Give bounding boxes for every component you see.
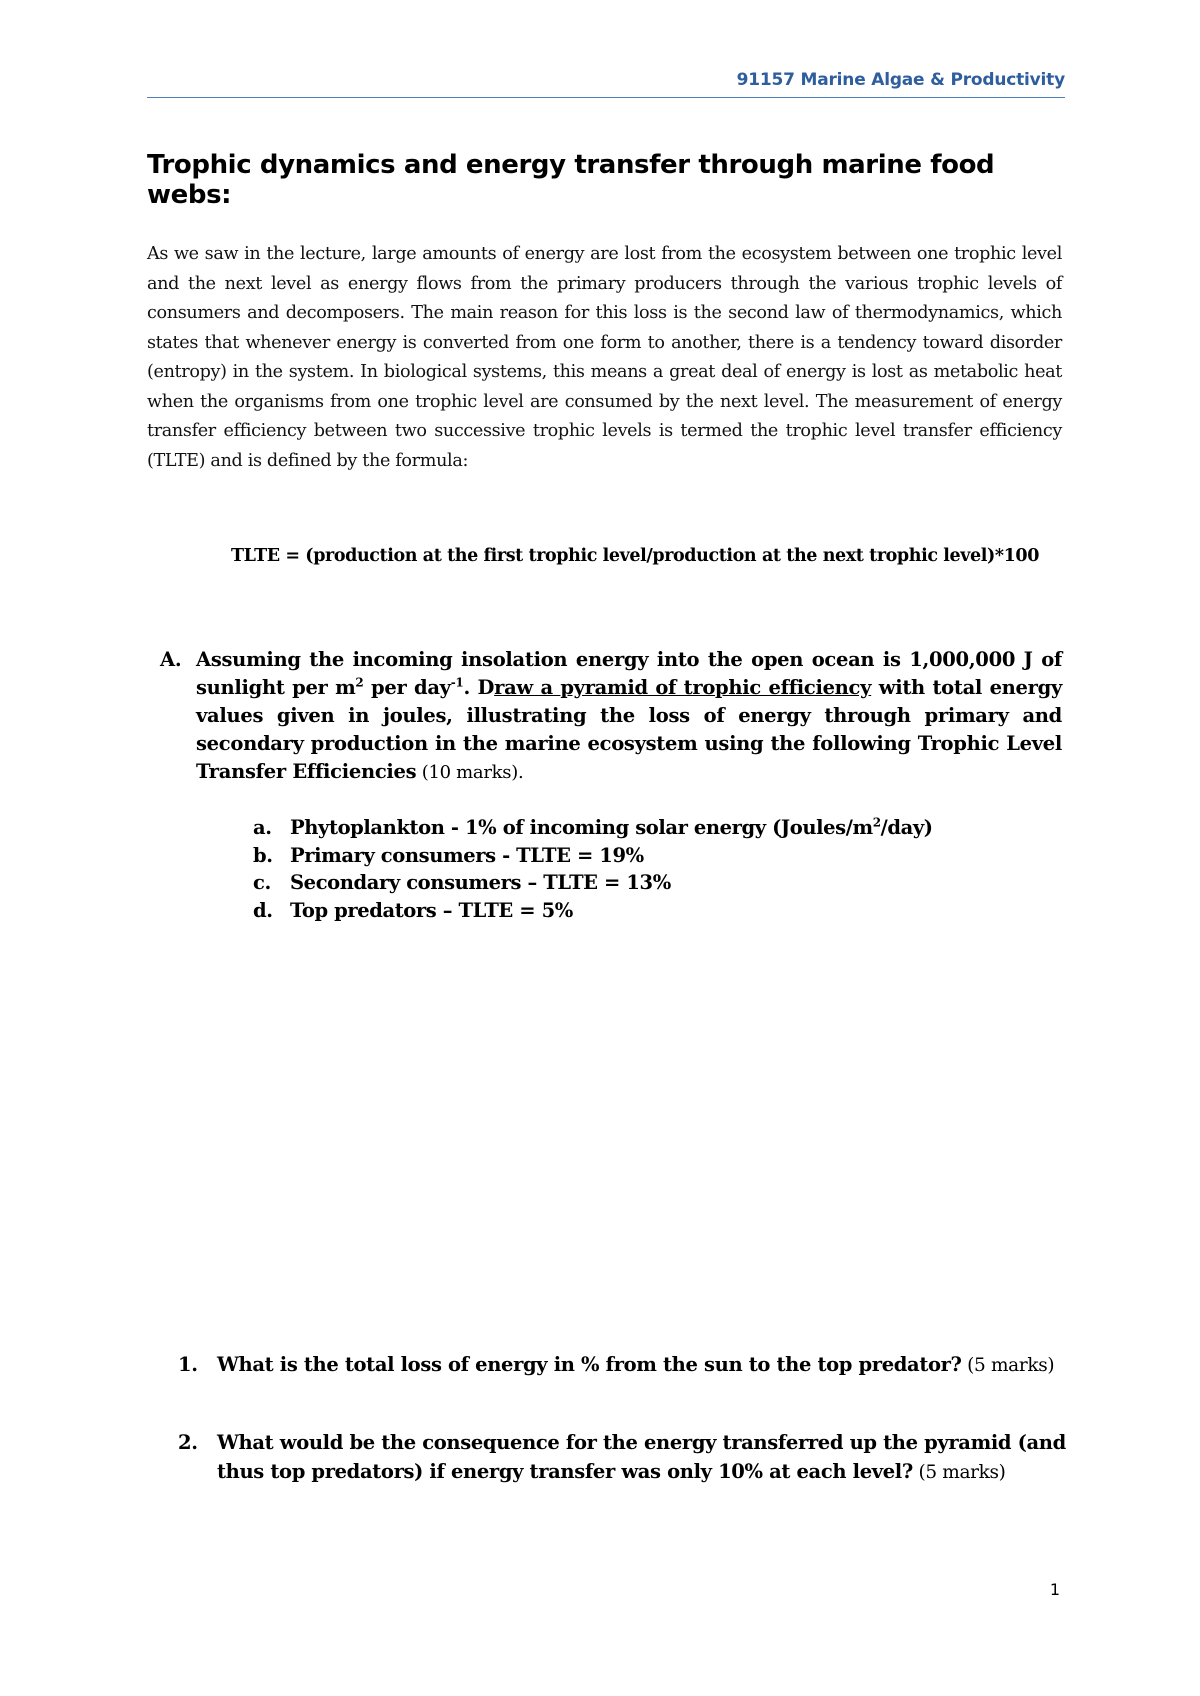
question-2-marks: (5 marks) bbox=[912, 1462, 1006, 1483]
list-marker: d. bbox=[253, 898, 273, 922]
question-1-text: What is the total loss of energy in % from the sun to the top predator? bbox=[217, 1353, 962, 1376]
question-1-marks: (5 marks) bbox=[961, 1355, 1055, 1376]
list-item bbox=[253, 814, 1053, 842]
list-marker: a. bbox=[253, 816, 272, 839]
question-a-marks: (10 marks). bbox=[416, 762, 524, 783]
list-text-post: /day) bbox=[880, 816, 933, 839]
page-header: 91157 Marine Algae & Productivity bbox=[736, 70, 1065, 90]
question-a-body bbox=[196, 646, 1062, 787]
question-a-sup-2: -1 bbox=[450, 675, 464, 690]
question-a-text-1: Assuming the incoming insolation energy into the open ocean is 1,000,000 J of sunlight per m bbox=[196, 648, 1062, 699]
intro-paragraph: As we saw in the lecture, large amounts of energy are lost from the ecosystem between one trophic level and the next level as energy flows from the primary producers through the various trophic levels of consumers and decomposers. The main reason for this loss is the second law of thermodynamics, which states that whenever energy is converted from one form to another, there is a tendency toward disorder (entropy) in the system. In biological systems, this means a great deal of energy is lost as metabolic heat when the organisms from one trophic level are consumed by the next level. The measurement of energy transfer efficiency between two successive trophic levels is termed the trophic level transfer efficiency (TLTE) and is defined by the formula: bbox=[147, 244, 1062, 471]
question-1 bbox=[178, 1350, 1068, 1380]
question-a-underlined: raw a pyramid of trophic efficiency bbox=[494, 676, 872, 699]
question-2-marker: 2. bbox=[178, 1431, 198, 1454]
list-item bbox=[253, 869, 1053, 897]
question-a bbox=[160, 646, 1062, 787]
list-text: Primary consumers - TLTE = 19% bbox=[290, 843, 644, 867]
question-a-text-3: . D bbox=[463, 676, 495, 699]
question-a-marker: A. bbox=[160, 648, 182, 671]
question-a-sup-1: 2 bbox=[355, 675, 364, 690]
tlte-formula: TLTE = (production at the first trophic level/production at the next trophic level)*100 bbox=[231, 546, 1039, 566]
question-a-text-4: with total energy values given in joules, illustrating the loss of energy through primary and secondary production in the marine ecosystem using the following Trophic Level Transfer Efficiencies bbox=[196, 676, 1062, 783]
question-1-marker: 1. bbox=[178, 1353, 198, 1376]
question-2-text: What would be the consequence for the energy transferred up the pyramid (and thus top predators) if energy transfer was only 10% at each level? bbox=[217, 1431, 1066, 1483]
list-sup: 2 bbox=[872, 815, 881, 830]
efficiency-list bbox=[253, 814, 1053, 924]
question-2 bbox=[178, 1428, 1068, 1487]
list-item bbox=[253, 842, 1053, 870]
header-rule bbox=[147, 97, 1065, 98]
list-text: Phytoplankton - 1% of incoming solar energy (Joules/m bbox=[290, 816, 873, 839]
page-number: 1 bbox=[1049, 1580, 1060, 1599]
list-text: Top predators – TLTE = 5% bbox=[290, 898, 573, 922]
page-title: Trophic dynamics and energy transfer through marine food webs: bbox=[147, 150, 995, 210]
list-text: Secondary consumers – TLTE = 13% bbox=[290, 871, 671, 895]
list-item bbox=[253, 897, 1053, 925]
list-marker: b. bbox=[253, 843, 273, 867]
question-a-text-2: per day bbox=[363, 676, 451, 699]
list-marker: c. bbox=[253, 871, 271, 895]
